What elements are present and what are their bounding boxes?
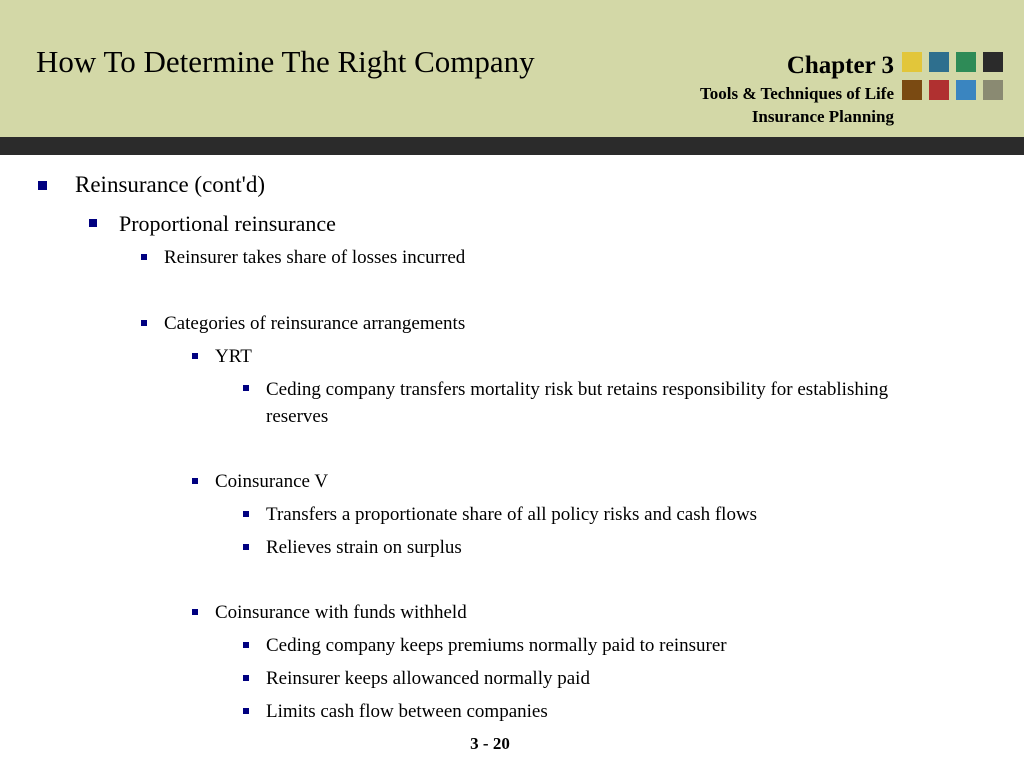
- slide-title: How To Determine The Right Company: [36, 44, 535, 79]
- outline-item-level-5: Reinsurer keeps allowanced normally paid: [266, 668, 590, 689]
- outline-item-level-3: Reinsurer takes share of losses incurred: [164, 247, 466, 268]
- bullet-square-icon: [243, 708, 249, 714]
- outline-item-level-4: Coinsurance V: [215, 471, 329, 492]
- chapter-subtitle-line-1: Tools & Techniques of Life: [700, 84, 894, 103]
- slide-page-number: 3 - 20: [470, 734, 510, 753]
- outline-item-level-5: Limits cash flow between companies: [266, 701, 548, 722]
- bullet-square-icon: [141, 254, 147, 260]
- bullet-square-icon: [243, 675, 249, 681]
- bullet-square-icon: [192, 478, 198, 484]
- outline-item-level-4: Coinsurance with funds withheld: [215, 602, 467, 623]
- outline-item-level-1: Reinsurance (cont'd): [75, 172, 265, 197]
- bullet-square-icon: [192, 609, 198, 615]
- outline-item-level-4: YRT: [215, 346, 252, 367]
- outline-item-level-5: Ceding company transfers mortality risk but retains responsibility for establishing reserves: [266, 379, 889, 427]
- bullet-square-icon: [38, 181, 47, 190]
- bullet-square-icon: [192, 353, 198, 359]
- bullet-square-icon: [243, 544, 249, 550]
- outline-item-level-5: Ceding company keeps premiums normally paid to reinsurer: [266, 635, 727, 656]
- chapter-title: Chapter 3: [786, 52, 894, 79]
- bullet-square-icon: [243, 642, 249, 648]
- bullet-square-icon: [243, 511, 249, 517]
- bullet-square-icon: [243, 385, 249, 391]
- bullet-square-icon: [141, 320, 147, 326]
- outline-item-level-5: Relieves strain on surplus: [266, 537, 462, 558]
- bullet-square-icon: [89, 219, 97, 227]
- outline-item-level-2: Proportional reinsurance: [119, 211, 336, 236]
- outline-item-level-5: Transfers a proportionate share of all policy risks and cash flows: [266, 504, 758, 525]
- outline-item-level-3: Categories of reinsurance arrangements: [164, 313, 466, 334]
- chapter-subtitle-line-2: Insurance Planning: [751, 107, 894, 126]
